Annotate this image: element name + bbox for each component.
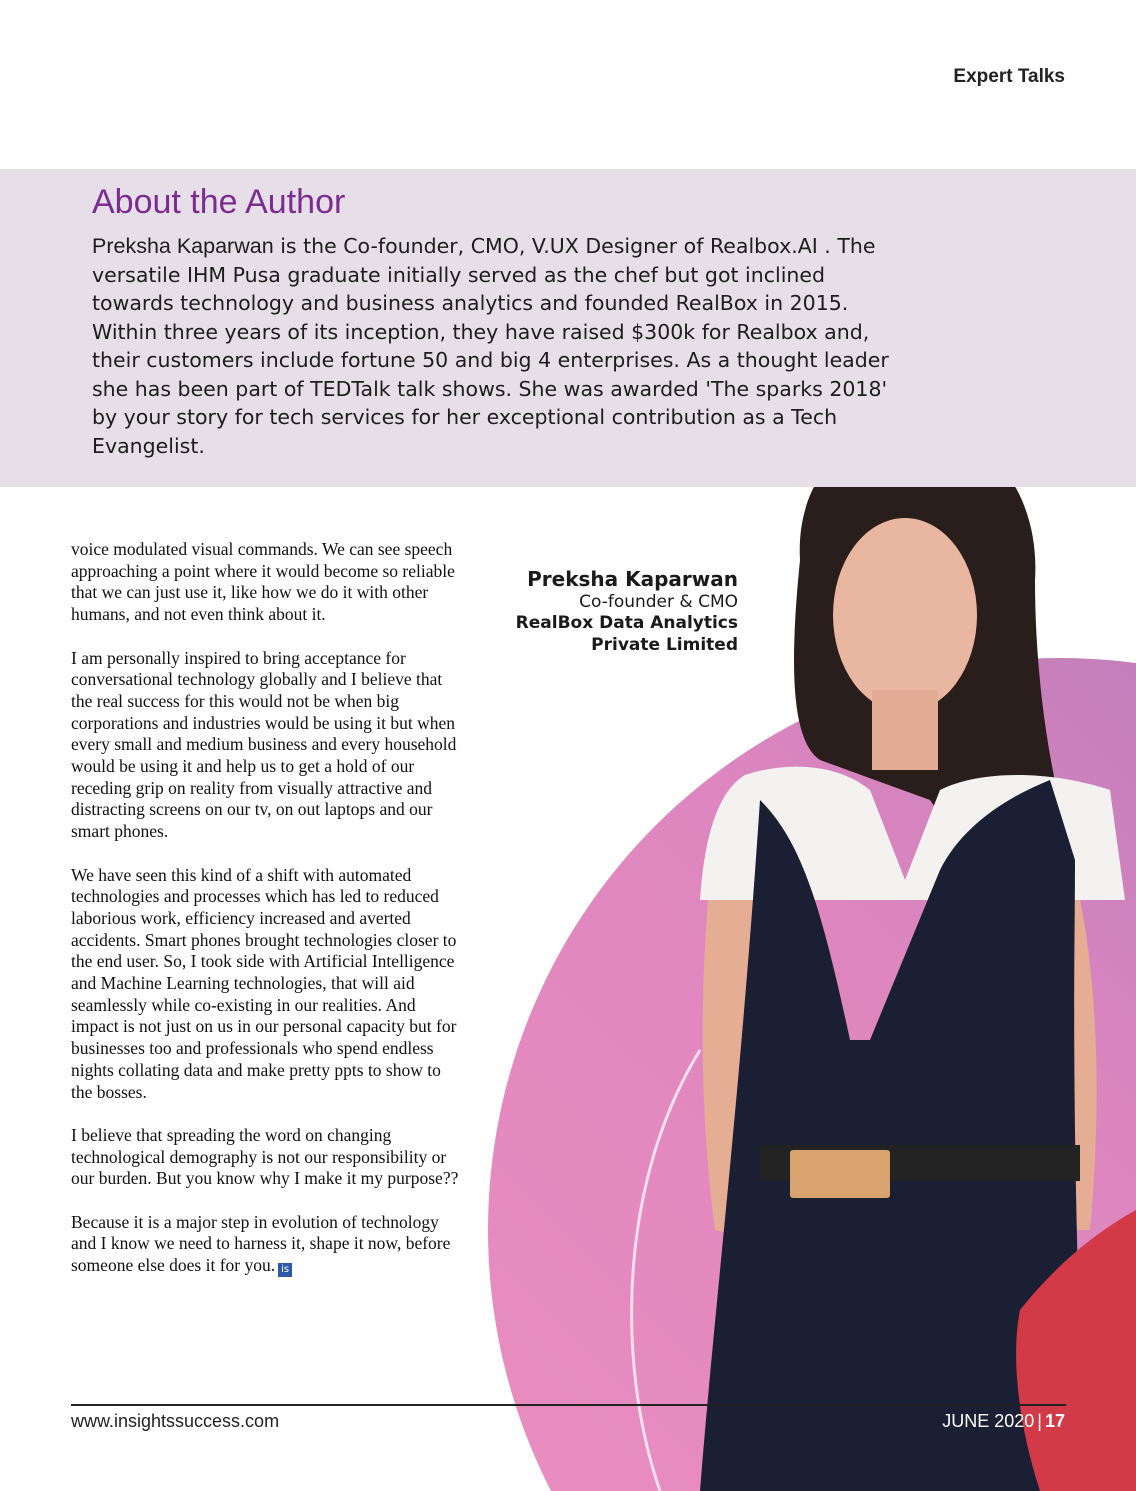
- article-paragraph: I believe that spreading the word on changing technological demography is not our responsibility or our burden. But you know why I make it my purpose??: [71, 1124, 459, 1189]
- footer-divider: [71, 1404, 1066, 1406]
- caption-company: RealBox Data Analytics Private Limited: [515, 613, 738, 655]
- article-paragraph-text: Because it is a major step in evolution of technology and I know we need to harness it, shape it now, before someone else does it for you.: [71, 1211, 451, 1276]
- footer-url: www.insightssuccess.com: [71, 1411, 280, 1431]
- author-bio-text: is the Co-founder, CMO, V.UX Designer of Realbox.AI . The versatile IHM Pusa graduate initially served as the chef but got inclined towards technology and business analytics and founded RealBox in 2015. Within three years of its inception, they have raised $300k for Realbox and, their customers include fortune 50 and big 4 enterprises. As a thought leader she has been part of TEDTalk talk shows. She was awarded 'The sparks 2018' by your story for tech services for her exceptional contribution as a Tech Evangelist.: [92, 234, 889, 458]
- person-silhouette: [700, 425, 1136, 1491]
- footer-separator: |: [1037, 1411, 1042, 1431]
- section-tag: Expert Talks: [953, 66, 1065, 87]
- article-paragraph: voice modulated visual commands. We can see speech approaching a point where it would become so reliable that we can just use it, like how we do it with other humans, and not even think about it.: [71, 539, 455, 625]
- end-mark-icon: is: [278, 1263, 292, 1277]
- footer-page-number: 17: [1044, 1411, 1065, 1431]
- footer-page-info: [942, 1411, 1065, 1432]
- article-last-paragraph: [71, 1212, 463, 1277]
- article-paragraph: We have seen this kind of a shift with automated technologies and processes which has led to reduced laborious work, efficiency increased and averted accidents. Smart phones brought technologies closer to the end user. So, I took side with Artificial Intelligence and Machine Learning technologies, that will aid seamlessly while co-existing in our realities. And impact is not just on us in our personal capacity but for businesses too and professionals who spend endless nights collating data and make pretty ppts to show to the bosses.: [71, 864, 457, 1102]
- author-bio-name: Preksha Kaparwan: [92, 234, 274, 258]
- article-body: [71, 539, 463, 1299]
- footer-issue: JUNE 2020: [942, 1411, 1035, 1431]
- portrait-caption: [498, 566, 738, 656]
- about-author-bio: [92, 232, 912, 460]
- article-paragraph: I am personally inspired to bring acceptance for conversational technology globally and I believe that the real success for this would not be when big corporations and industries would be using it but when every small and medium business and every household would be using it and help us to get a hold of our receding grip on reality from visually attractive and distracting screens on our tv, on out laptops and our smart phones.: [71, 647, 457, 842]
- caption-name: Preksha Kaparwan: [527, 567, 738, 591]
- about-author-title: About the Author: [92, 183, 346, 221]
- caption-role: Co-founder & CMO: [579, 592, 738, 612]
